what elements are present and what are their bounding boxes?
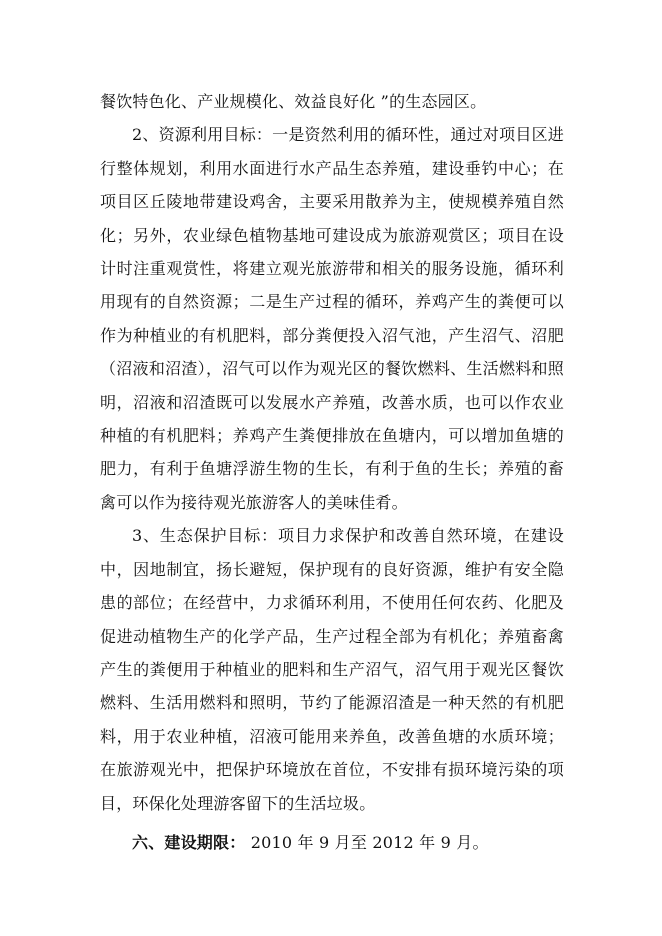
continued-paragraph-line: 餐饮特色化、产业规模化、效益良好化 ”的生态园区。 [100,92,487,111]
ecological-protection-goal-paragraph: 3、生态保护目标：项目力求保护和改善自然环境，在建设中，因地制宜，扬长避短，保护现有的良好资源，维护有安全隐患的部位；在经营中，力求循环利用，不使用任何农药、化肥及促进动植物生产的化学产品，生产过程全部为有机化；养殖畜禽产生的粪便用于种植业的肥料和生产沼气，沼气用于观光区餐饮燃料、生活用燃料和照明，节约了能源沼渣是一种天然的有机肥料，用于农业种植，沼液可能用来养鱼，改善鱼塘的水质环境；在旅游观光中，把保护环境放在首位，不安排有损环境污染的项目，环保化处理游客留下的生活垃圾。 [100,526,564,813]
document-body [100,85,564,859]
construction-period-value: 2010 年 9 月至 2012 年 9 月。 [250,832,489,852]
resource-utilization-goal-paragraph: 2、资源利用目标：一是资然利用的循环性，通过对项目区进行整体规划，利用水面进行水产品生态养殖，建设垂钓中心；在项目区丘陵地带建设鸡舍，主要采用散养为主，使规模养殖自然化；另外，农业绿色植物基地可建设成为旅游观赏区；项目在设计时注重观赏性，将建立观光旅游带和相关的服务设施，循环利用现有的自然资源；二是生产过程的循环，养鸡产生的粪便可以作为种植业的有机肥料，部分粪便投入沼气池，产生沼气、沼肥（沼液和沼渣），沼气可以作为观光区的餐饮燃料、生活燃料和照明，沼液和沼渣既可以发展水产养殖，改善水质，也可以作农业种植的有机肥料；养鸡产生粪便排放在鱼塘内，可以增加鱼塘的肥力，有利于鱼塘浮游生物的生长，有利于鱼的生长；养殖的畜禽可以作为接待观光旅游客人的美味佳肴。 [100,125,564,512]
construction-period-paragraph [100,826,564,859]
construction-period-heading: 六、建设期限： [132,832,246,852]
